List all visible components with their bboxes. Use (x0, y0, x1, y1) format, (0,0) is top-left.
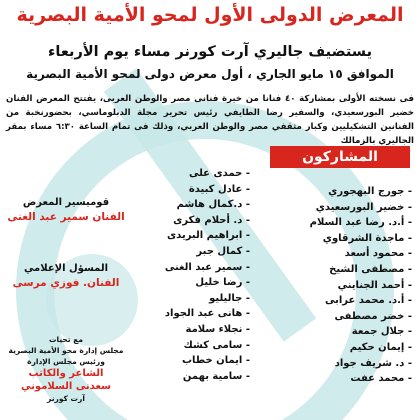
list-item: - أ.د. محمد عرابى (267, 293, 412, 309)
list-item: - ايمان خطاب (145, 353, 250, 369)
list-item: - أ.د. رضا عبد السلام (267, 215, 412, 231)
list-item: - ماجدة الشرقاوي (267, 231, 412, 247)
list-item: - د.كمال هاشم (145, 197, 250, 213)
subheadline: يستضيف جاليري آرت كورنر مساء يوم الأربعاء (47, 44, 373, 60)
list-item: - محمد عفت (267, 371, 412, 387)
credits-name: سعدنى السلاموني (21, 381, 111, 392)
list-item: - كمال جبر (145, 244, 250, 260)
list-item: - د. أحلام فكرى (145, 213, 250, 229)
credits-title: الشاعر والكاتب (28, 368, 104, 379)
credits-block (6, 334, 126, 404)
credits-board: مجلس إدارة محو الأمية البصرية (8, 346, 124, 355)
headline: المعرض الدولى الأول لمحو الأمية البصرية (16, 4, 404, 26)
curator-name: الفنان سمير عبد الغنى (7, 211, 125, 223)
list-item: - جاليليو (145, 291, 250, 307)
list-item: - سمير عبد الغنى (145, 260, 250, 276)
list-item: - نجلاء سلامة (145, 322, 250, 338)
curator-block (6, 196, 126, 225)
media-name: الفنان. فوزي مرسى (12, 277, 120, 289)
list-item: - ابراهيم البريدى (145, 228, 250, 244)
list-item: - د. شريف جواد (267, 356, 412, 372)
credits-greeting: مع تحيات (48, 335, 83, 344)
list-item: - جلال جمعة (267, 324, 412, 340)
list-item: - أحمد الجنايني (267, 278, 412, 294)
list-item: - رضا خليل (145, 275, 250, 291)
list-item: - عادل كبيدة (145, 182, 250, 198)
list-item: - هانى عبد الجواد (145, 306, 250, 322)
participants-list-right (267, 184, 412, 387)
credits-chair: ورئيس مجلس الإدارة (27, 357, 105, 366)
list-item: - حمدى على (145, 166, 250, 182)
curator-label: قوميسير المعرض (22, 197, 110, 208)
dateline: الموافق ١٥ مايو الجاري ، أول معرض دولى لمحو الأمية البصرية (26, 67, 394, 81)
list-item: - جورج البهجوري (267, 184, 412, 200)
list-item: - إيمان حكيم (267, 340, 412, 356)
list-item: - محمود أسعد (267, 246, 412, 262)
list-item: - سامية بهمن (145, 369, 250, 385)
list-item: - مصطفى الشيخ (267, 262, 412, 278)
credits-venue: آرت كورنر (47, 394, 85, 403)
participants-title: المشاركون (270, 146, 410, 168)
media-block (6, 262, 126, 291)
media-label: المسؤل الإعلامي (23, 263, 109, 274)
intro-paragraph: فى نسخته الأولى بمشاركة ٤٠ فنانا من خيرة فنانى مصر والوطن العربى، يفتتح المعرض الفنان خضير البورسعيدي، والسفير رضا الطايفي رئيس تحرير مجلة الدبلوماسي، بحضورنخبة من الفنانين التشكيليين وكبار مثقفي مصر والوطن العربي، وذلك فى تمام الساعة ٦:٣٠ مساء بمقر الجاليري بالزمالك (6, 94, 414, 146)
list-item: - خضير البورسعيدي (267, 200, 412, 216)
list-item: - خضر مصطفى (267, 309, 412, 325)
list-item: - سامى كشك (145, 338, 250, 354)
participants-list-middle (145, 166, 250, 384)
